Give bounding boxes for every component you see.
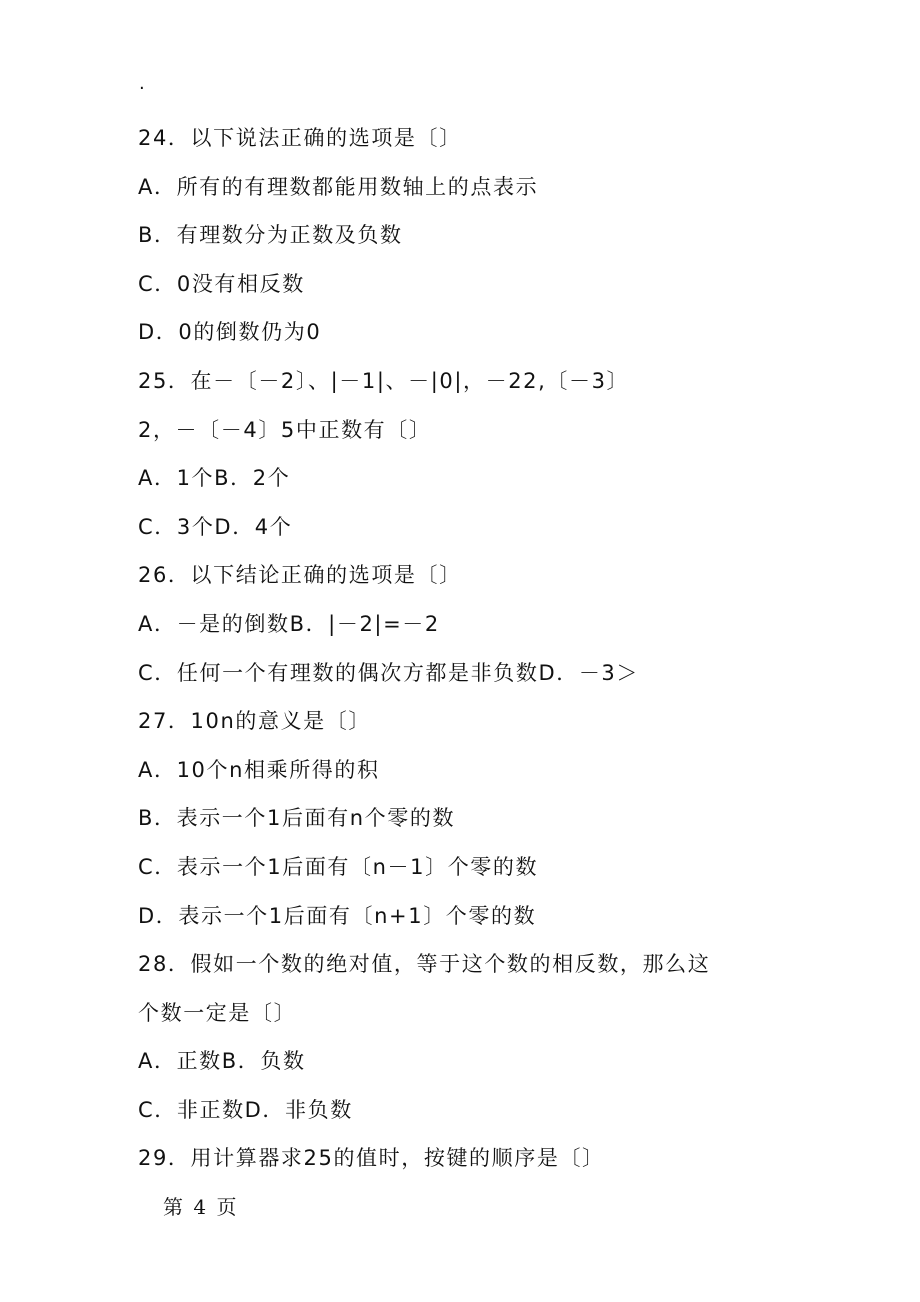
question-24-option-c: C．0没有相反数 bbox=[138, 271, 305, 296]
question-29-stem: 29．用计算器求25的值时，按键的顺序是〔〕 bbox=[138, 1146, 605, 1171]
question-24-stem: 24．以下说法正确的选项是〔〕 bbox=[138, 126, 462, 150]
header-mark: . bbox=[139, 73, 145, 94]
question-27-option-c: C．表示一个1后面有〔n－1〕个零的数 bbox=[138, 854, 539, 879]
page-number: 第 4 页 bbox=[163, 1195, 239, 1219]
question-26-options-ab: A．－是的倒数B．|－2|=－2 bbox=[138, 611, 440, 636]
question-24-option-a: A．所有的有理数都能用数轴上的点表示 bbox=[138, 174, 539, 199]
question-28-options-cd: C．非正数D．非负数 bbox=[138, 1097, 353, 1122]
question-27-option-a: A．10个n相乘所得的积 bbox=[138, 757, 380, 782]
question-25-options-ab: A．1个B．2个 bbox=[138, 466, 291, 491]
question-25-options-cd: C．3个D．4个 bbox=[138, 514, 293, 539]
question-27-option-b: B．表示一个1后面有n个零的数 bbox=[138, 806, 456, 831]
question-25-stem-line-2: 2，－〔－4〕5中正数有〔〕 bbox=[138, 417, 432, 442]
question-28-stem-line-1: 28．假如一个数的绝对值，等于这个数的相反数，那么这 bbox=[138, 952, 711, 977]
question-25-stem-line-1: 25．在－〔－2〕、|－1|、－|0|，－22,〔－3〕 bbox=[138, 368, 630, 393]
question-28-options-ab: A．正数B．负数 bbox=[138, 1049, 306, 1074]
question-28-stem-line-2: 个数一定是〔〕 bbox=[138, 1000, 297, 1025]
question-27-option-d: D．表示一个1后面有〔n+1〕个零的数 bbox=[138, 903, 537, 928]
question-27-stem: 27．10n的意义是〔〕 bbox=[138, 709, 371, 734]
question-26-stem: 26．以下结论正确的选项是〔〕 bbox=[138, 563, 462, 588]
question-content bbox=[138, 114, 838, 1183]
question-24-option-b: B．有理数分为正数及负数 bbox=[138, 223, 403, 248]
question-24-option-d: D．0的倒数仍为0 bbox=[138, 320, 322, 345]
question-26-options-cd: C．任何一个有理数的偶次方都是非负数D．－3＞ bbox=[138, 660, 639, 685]
